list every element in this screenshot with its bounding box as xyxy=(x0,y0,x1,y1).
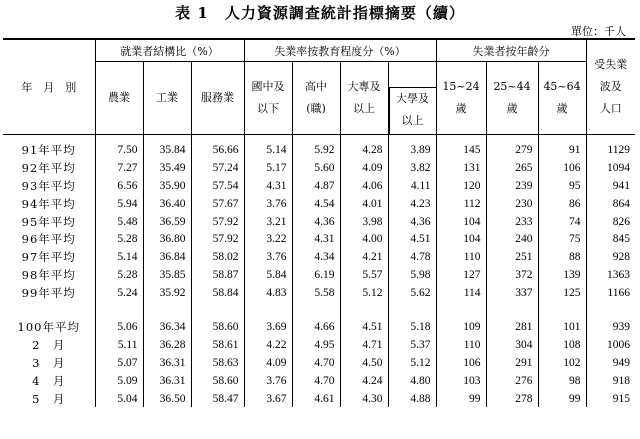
header-affected-line-1: 受失業 xyxy=(594,58,628,71)
cell-age-15-24: 106 xyxy=(436,354,486,372)
cell-age-25-44: 304 xyxy=(486,336,538,354)
header-edu-junior xyxy=(244,62,292,135)
cell-edu-university: 4.36 xyxy=(388,213,436,231)
cell-age-45-64: 88 xyxy=(538,248,586,266)
cell-edu-college: 4.28 xyxy=(340,135,388,159)
cell-services: 57.92 xyxy=(191,213,244,231)
cell-age-45-64: 74 xyxy=(538,213,586,231)
table-row xyxy=(3,177,635,195)
cell-edu-senior: 4.36 xyxy=(292,213,340,231)
cell-services: 58.84 xyxy=(191,284,244,302)
table-row xyxy=(3,213,635,231)
cell-age-45-64: 108 xyxy=(538,336,586,354)
cell-age-15-24: 109 xyxy=(436,318,486,336)
cell-edu-college: 4.06 xyxy=(340,177,388,195)
cell-age-15-24: 110 xyxy=(436,248,486,266)
header-edu-university-box xyxy=(389,87,436,134)
cell-affected: 915 xyxy=(612,392,631,405)
cell-agriculture: 5.06 xyxy=(95,318,143,336)
cell-affected: 845 xyxy=(612,233,631,246)
statistics-table xyxy=(3,38,635,407)
cell-edu-university: 5.12 xyxy=(388,354,436,372)
cell-industry: 36.59 xyxy=(143,213,191,231)
cell-edu-senior: 4.87 xyxy=(292,177,340,195)
header-industry: 工業 xyxy=(143,62,191,135)
cell-age-45-64: 99 xyxy=(538,390,586,408)
table-row xyxy=(3,354,635,372)
cell-age-25-44: 233 xyxy=(486,213,538,231)
cell-affected: 928 xyxy=(612,251,631,264)
cell-age-25-44: 265 xyxy=(486,159,538,177)
unit-label: 單位：千人 xyxy=(571,25,626,38)
header-edu-junior-line-1: 國中及 xyxy=(251,80,285,93)
cell-affected: 939 xyxy=(612,320,631,333)
cell-edu-junior: 4.31 xyxy=(244,177,292,195)
cell-industry: 36.50 xyxy=(143,390,191,408)
cell-edu-university: 4.78 xyxy=(388,248,436,266)
cell-age-25-44: 337 xyxy=(486,284,538,302)
table-row xyxy=(3,336,635,354)
header-services: 服務業 xyxy=(191,62,244,135)
cell-edu-senior: 4.34 xyxy=(292,248,340,266)
cell-age-15-24: 145 xyxy=(436,135,486,159)
cell-edu-college: 5.12 xyxy=(340,284,388,302)
table-title: 表 1 人力資源調查統計指標摘要（續） xyxy=(175,4,465,22)
cell-age-25-44: 278 xyxy=(486,390,538,408)
cell-edu-junior: 3.69 xyxy=(244,318,292,336)
row-period: 3 月 xyxy=(3,354,95,372)
row-period: 100年平均 xyxy=(3,318,95,336)
header-agriculture: 農業 xyxy=(95,62,143,135)
table-spacer-row xyxy=(3,302,635,318)
cell-affected: 1094 xyxy=(607,161,631,174)
cell-edu-senior: 4.70 xyxy=(292,354,340,372)
row-period: 93年平均 xyxy=(3,177,95,195)
header-affected-line-3: 人口 xyxy=(599,102,622,115)
row-period: 94年平均 xyxy=(3,195,95,213)
header-age-45-64-line-1: 45~64 xyxy=(543,80,581,93)
header-edu-university xyxy=(388,62,436,135)
cell-edu-senior: 5.58 xyxy=(292,284,340,302)
row-period: 97年平均 xyxy=(3,248,95,266)
cell-agriculture: 7.27 xyxy=(95,159,143,177)
header-group-employed: 就業者結構比（%） xyxy=(95,39,244,62)
cell-affected: 826 xyxy=(612,215,631,228)
cell-age-15-24: 103 xyxy=(436,372,486,390)
header-age-15-24-line-2: 歲 xyxy=(455,102,467,115)
cell-industry: 36.40 xyxy=(143,195,191,213)
cell-services: 57.92 xyxy=(191,230,244,248)
cell-services: 58.02 xyxy=(191,248,244,266)
cell-age-45-64: 86 xyxy=(538,195,586,213)
cell-services: 58.63 xyxy=(191,354,244,372)
cell-edu-college: 4.01 xyxy=(340,195,388,213)
cell-age-15-24: 104 xyxy=(436,230,486,248)
row-period: 91年平均 xyxy=(3,135,95,159)
cell-age-25-44: 281 xyxy=(486,318,538,336)
cell-edu-senior: 4.31 xyxy=(292,230,340,248)
row-period: 96年平均 xyxy=(3,230,95,248)
row-period: 4 月 xyxy=(3,372,95,390)
cell-affected: 949 xyxy=(612,356,631,369)
cell-services: 58.60 xyxy=(191,318,244,336)
cell-age-45-64: 91 xyxy=(538,135,586,159)
cell-age-15-24: 104 xyxy=(436,213,486,231)
cell-age-45-64: 102 xyxy=(538,354,586,372)
cell-edu-senior: 4.61 xyxy=(292,390,340,408)
cell-agriculture: 5.09 xyxy=(95,372,143,390)
cell-age-45-64: 106 xyxy=(538,159,586,177)
cell-industry: 35.49 xyxy=(143,159,191,177)
header-age-15-24-line-1: 15~24 xyxy=(442,80,480,93)
header-group-age: 失業者按年齡分 xyxy=(436,39,586,62)
cell-edu-junior: 5.84 xyxy=(244,266,292,284)
cell-age-45-64: 139 xyxy=(538,266,586,284)
cell-edu-senior: 4.70 xyxy=(292,372,340,390)
cell-affected: 941 xyxy=(612,179,631,192)
header-affected-line-2: 波及 xyxy=(599,80,622,93)
cell-edu-junior: 3.67 xyxy=(244,390,292,408)
cell-affected: 1166 xyxy=(607,287,631,300)
cell-agriculture: 6.56 xyxy=(95,177,143,195)
cell-edu-college: 4.24 xyxy=(340,372,388,390)
header-edu-college xyxy=(340,62,388,135)
cell-industry: 36.80 xyxy=(143,230,191,248)
cell-industry: 36.31 xyxy=(143,354,191,372)
cell-edu-college: 4.50 xyxy=(340,354,388,372)
table-row xyxy=(3,248,635,266)
cell-age-15-24: 99 xyxy=(436,390,486,408)
cell-age-25-44: 240 xyxy=(486,230,538,248)
cell-age-15-24: 110 xyxy=(436,336,486,354)
cell-edu-senior: 5.60 xyxy=(292,159,340,177)
row-period: 2 月 xyxy=(3,336,95,354)
cell-edu-university: 5.37 xyxy=(388,336,436,354)
header-age-45-64-line-2: 歲 xyxy=(556,102,568,115)
header-affected-population xyxy=(586,39,635,135)
cell-edu-college: 4.21 xyxy=(340,248,388,266)
cell-edu-university: 4.51 xyxy=(388,230,436,248)
cell-services: 58.87 xyxy=(191,266,244,284)
cell-edu-junior: 3.76 xyxy=(244,195,292,213)
cell-services: 57.67 xyxy=(191,195,244,213)
cell-age-25-44: 239 xyxy=(486,177,538,195)
cell-edu-college: 4.00 xyxy=(340,230,388,248)
header-age-25-44 xyxy=(486,62,538,135)
cell-age-25-44: 279 xyxy=(486,135,538,159)
cell-edu-junior: 3.21 xyxy=(244,213,292,231)
cell-edu-junior: 5.14 xyxy=(244,135,292,159)
cell-edu-junior: 3.22 xyxy=(244,230,292,248)
cell-edu-senior: 4.95 xyxy=(292,336,340,354)
row-period: 98年平均 xyxy=(3,266,95,284)
header-edu-junior-line-2: 以下 xyxy=(257,102,280,115)
cell-industry: 35.90 xyxy=(143,177,191,195)
cell-age-25-44: 276 xyxy=(486,372,538,390)
row-period: 95年平均 xyxy=(3,213,95,231)
cell-agriculture: 5.04 xyxy=(95,390,143,408)
cell-age-45-64: 101 xyxy=(538,318,586,336)
header-period: 年 月 別 xyxy=(3,39,95,135)
cell-age-15-24: 114 xyxy=(436,284,486,302)
cell-age-45-64: 75 xyxy=(538,230,586,248)
cell-edu-university: 4.11 xyxy=(388,177,436,195)
cell-industry: 36.28 xyxy=(143,336,191,354)
cell-agriculture: 5.14 xyxy=(95,248,143,266)
cell-edu-junior: 3.76 xyxy=(244,248,292,266)
header-edu-college-line-2: 以上 xyxy=(353,102,376,115)
row-period: 99年平均 xyxy=(3,284,95,302)
header-edu-senior xyxy=(292,62,340,135)
cell-edu-junior: 4.22 xyxy=(244,336,292,354)
cell-edu-senior: 4.66 xyxy=(292,318,340,336)
table-row xyxy=(3,230,635,248)
cell-edu-university: 3.89 xyxy=(388,135,436,159)
table-row xyxy=(3,390,635,408)
cell-edu-junior: 4.09 xyxy=(244,354,292,372)
cell-edu-college: 3.98 xyxy=(340,213,388,231)
cell-age-25-44: 372 xyxy=(486,266,538,284)
cell-edu-university: 4.23 xyxy=(388,195,436,213)
cell-agriculture: 5.94 xyxy=(95,195,143,213)
cell-industry: 35.92 xyxy=(143,284,191,302)
cell-edu-university: 4.88 xyxy=(388,390,436,408)
cell-industry: 36.34 xyxy=(143,318,191,336)
cell-services: 58.61 xyxy=(191,336,244,354)
cell-services: 56.66 xyxy=(191,135,244,159)
cell-services: 57.24 xyxy=(191,159,244,177)
cell-age-15-24: 112 xyxy=(436,195,486,213)
cell-services: 58.47 xyxy=(191,390,244,408)
header-edu-university-line-1: 大學及 xyxy=(396,92,430,105)
table-body xyxy=(3,135,635,408)
header-edu-senior-line-2: (職) xyxy=(306,102,326,115)
row-period: 92年平均 xyxy=(3,159,95,177)
cell-edu-college: 4.51 xyxy=(340,318,388,336)
header-age-45-64 xyxy=(538,62,586,135)
cell-affected: 1363 xyxy=(607,269,631,282)
header-age-25-44-line-2: 歲 xyxy=(506,102,518,115)
table-row xyxy=(3,159,635,177)
table-row xyxy=(3,266,635,284)
cell-edu-university: 3.82 xyxy=(388,159,436,177)
cell-age-25-44: 251 xyxy=(486,248,538,266)
table-row xyxy=(3,284,635,302)
cell-edu-college: 5.57 xyxy=(340,266,388,284)
cell-edu-junior: 4.83 xyxy=(244,284,292,302)
cell-age-15-24: 131 xyxy=(436,159,486,177)
row-period: 5 月 xyxy=(3,390,95,408)
table-row xyxy=(3,195,635,213)
cell-edu-junior: 3.76 xyxy=(244,372,292,390)
cell-age-45-64: 98 xyxy=(538,372,586,390)
cell-industry: 36.31 xyxy=(143,372,191,390)
cell-agriculture: 5.11 xyxy=(95,336,143,354)
table-row xyxy=(3,318,635,336)
header-edu-college-line-1: 大專及 xyxy=(347,80,381,93)
header-group-education: 失業率按教育程度分（%） xyxy=(244,39,436,62)
cell-industry: 35.84 xyxy=(143,135,191,159)
cell-age-25-44: 230 xyxy=(486,195,538,213)
cell-services: 57.54 xyxy=(191,177,244,195)
cell-edu-university: 5.98 xyxy=(388,266,436,284)
cell-industry: 36.84 xyxy=(143,248,191,266)
cell-agriculture: 5.28 xyxy=(95,266,143,284)
cell-affected: 1129 xyxy=(607,143,631,156)
cell-edu-senior: 6.19 xyxy=(292,266,340,284)
cell-affected: 918 xyxy=(612,374,631,387)
cell-edu-university: 5.62 xyxy=(388,284,436,302)
cell-edu-university: 4.80 xyxy=(388,372,436,390)
cell-age-15-24: 127 xyxy=(436,266,486,284)
cell-services: 58.60 xyxy=(191,372,244,390)
header-age-15-24 xyxy=(436,62,486,135)
cell-agriculture: 7.50 xyxy=(95,135,143,159)
cell-edu-college: 4.09 xyxy=(340,159,388,177)
header-edu-senior-line-1: 高中 xyxy=(305,80,328,93)
cell-edu-junior: 5.17 xyxy=(244,159,292,177)
cell-edu-university: 5.18 xyxy=(388,318,436,336)
cell-industry: 35.85 xyxy=(143,266,191,284)
header-age-25-44-line-1: 25~44 xyxy=(493,80,531,93)
cell-agriculture: 5.24 xyxy=(95,284,143,302)
cell-age-45-64: 125 xyxy=(538,284,586,302)
cell-age-15-24: 120 xyxy=(436,177,486,195)
cell-affected: 1006 xyxy=(607,338,631,351)
cell-edu-college: 4.30 xyxy=(340,390,388,408)
cell-affected: 864 xyxy=(612,197,631,210)
header-edu-university-line-2: 以上 xyxy=(401,114,424,127)
cell-age-25-44: 291 xyxy=(486,354,538,372)
cell-edu-senior: 4.54 xyxy=(292,195,340,213)
cell-edu-senior: 5.92 xyxy=(292,135,340,159)
table-row xyxy=(3,372,635,390)
table-row xyxy=(3,135,635,159)
cell-age-45-64: 95 xyxy=(538,177,586,195)
cell-edu-college: 4.71 xyxy=(340,336,388,354)
cell-agriculture: 5.07 xyxy=(95,354,143,372)
cell-agriculture: 5.48 xyxy=(95,213,143,231)
cell-agriculture: 5.28 xyxy=(95,230,143,248)
